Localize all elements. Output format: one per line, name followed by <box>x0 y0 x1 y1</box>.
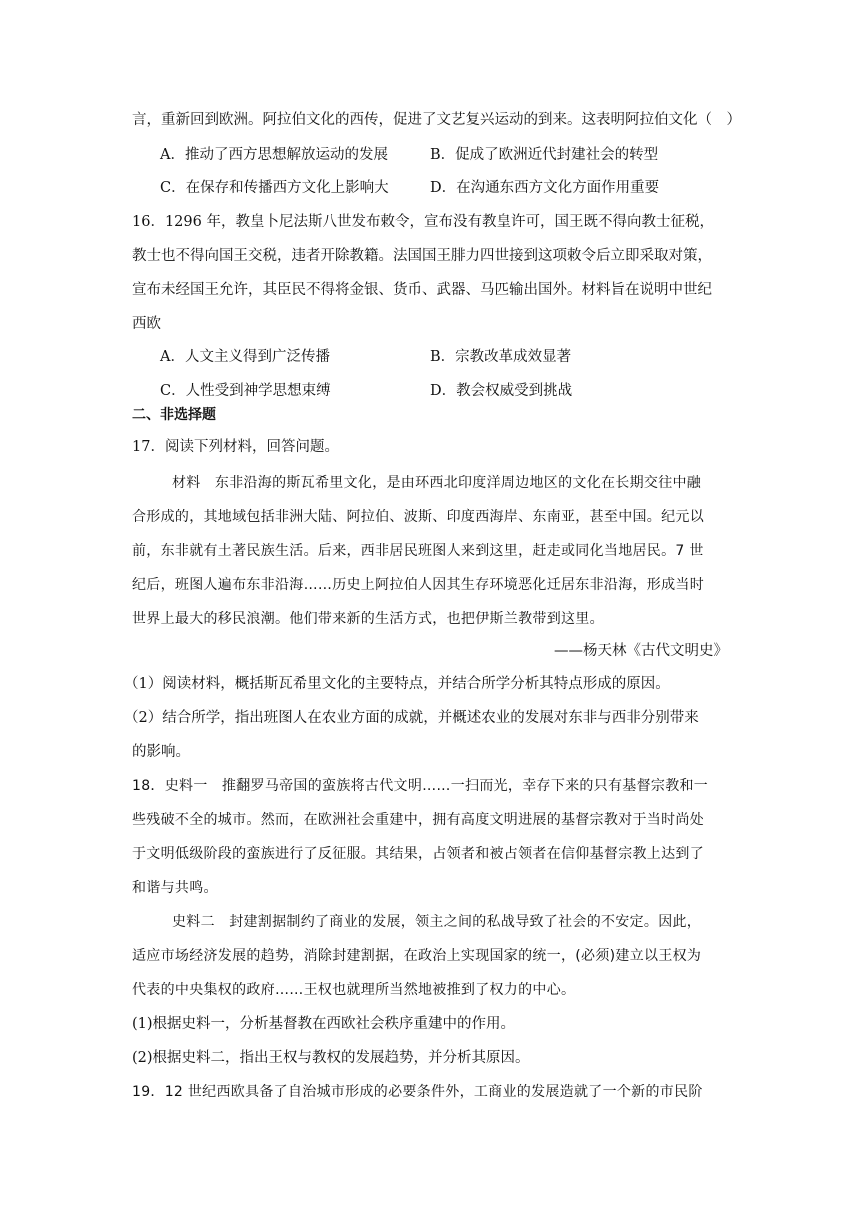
q17-source: ——杨天林《古代文明史》 <box>554 643 728 659</box>
q16-stem-line: 西欧 <box>132 316 161 332</box>
section-title: 二、非选择题 <box>132 407 216 423</box>
q18-sub2: (2)根据史料二，指出王权与教权的发展趋势，并分析其原因。 <box>132 1050 530 1066</box>
q18-material1-line: 和谐与共鸣。 <box>132 880 218 896</box>
q16-stem-line: 宣布未经国王允许，其臣民不得将金银、货币、武器、马匹输出国外。材料旨在说明中世纪 <box>132 282 712 298</box>
q15-option-a: A．推动了西方思想解放运动的发展 <box>160 147 388 163</box>
q18-material2-line: 史料二 封建割据制约了商业的发展，领主之间的私战导致了社会的不安定。因此， <box>172 914 702 930</box>
q17-sub2-line: 的影响。 <box>132 744 190 760</box>
q17-material-line: 世界上最大的移民浪潮。他们带来新的生活方式，也把伊斯兰教带到这里。 <box>132 611 604 627</box>
q17-intro: 17．阅读下列材料，回答问题。 <box>132 439 339 455</box>
q18-material1-line: 18．史料一 推翻罗马帝国的蛮族将古代文明……一扫而光，幸存下来的只有基督宗教和一 <box>132 778 709 794</box>
q16-option-a: A．人文主义得到广泛传播 <box>160 349 330 365</box>
q15-option-b: B．促成了欧洲近代封建社会的转型 <box>430 147 659 163</box>
q17-material-line: 合形成的，其地域包括非洲大陆、阿拉伯、波斯、印度西海岸、东南亚，甚至中国。纪元以 <box>132 509 704 525</box>
q18-material2-line: 适应市场经济发展的趋势，消除封建割据，在政治上实现国家的统一，(必须)建立以王权为 <box>132 948 702 964</box>
q16-stem-line: 16．1296 年，教皇卜尼法斯八世发布敕令，宣布没有教皇许可，国王既不得向教士征税， <box>132 214 714 230</box>
q15-option-c: C．在保存和传播西方文化上影响大 <box>160 180 389 196</box>
q17-sub2-line: （2）结合所学，指出班图人在农业方面的成就，并概述农业的发展对东非与西非分别带来 <box>124 710 699 726</box>
q19-stem-line: 19．12 世纪西欧具备了自治城市形成的必要条件外，工商业的发展造就了一个新的市民阶 <box>132 1084 703 1100</box>
q17-material-line: 前，东非就有土著民族生活。后来，西非居民班图人来到这里，赶走或同化当地居民。7 世 <box>132 543 704 559</box>
q17-material-line: 纪后，班图人遍布东非沿海……历史上阿拉伯人因其生存环境恶化迁居东非沿海，形成当时 <box>132 577 704 593</box>
q16-stem-line: 教士也不得向国王交税，违者开除教籍。法国国王腓力四世接到这项敕令后立即采取对策， <box>132 248 712 264</box>
q17-sub1: （1）阅读材料，概括斯瓦希里文化的主要特点，并结合所学分析其特点形成的原因。 <box>124 676 670 692</box>
q16-option-d: D．教会权威受到挑战 <box>430 383 573 399</box>
q16-option-c: C．人性受到神学思想束缚 <box>160 383 331 399</box>
q18-material1-line: 些残破不全的城市。然而，在欧洲社会重建中，拥有高度文明进展的基督宗教对于当时尚处 <box>132 812 704 828</box>
q18-material2-line: 代表的中央集权的政府……王权也就理所当然地被推到了权力的中心。 <box>132 982 576 998</box>
q18-material1-line: 于文明低级阶段的蛮族进行了反征服。其结果，占领者和被占领者在信仰基督宗教上达到了 <box>132 846 704 862</box>
q17-material-line: 材料 东非沿海的斯瓦希里文化，是由环西北印度洋周边地区的文化在长期交往中融 <box>172 475 702 491</box>
q15-option-d: D．在沟通东西方文化方面作用重要 <box>430 180 660 196</box>
q18-sub1: (1)根据史料一，分析基督教在西欧社会秩序重建中的作用。 <box>132 1016 516 1032</box>
q15-stem: 言，重新回到欧洲。阿拉伯文化的西传，促进了文艺复兴运动的到来。这表明阿拉伯文化（ ） <box>132 112 741 128</box>
q16-option-b: B．宗教改革成效显著 <box>430 349 572 365</box>
